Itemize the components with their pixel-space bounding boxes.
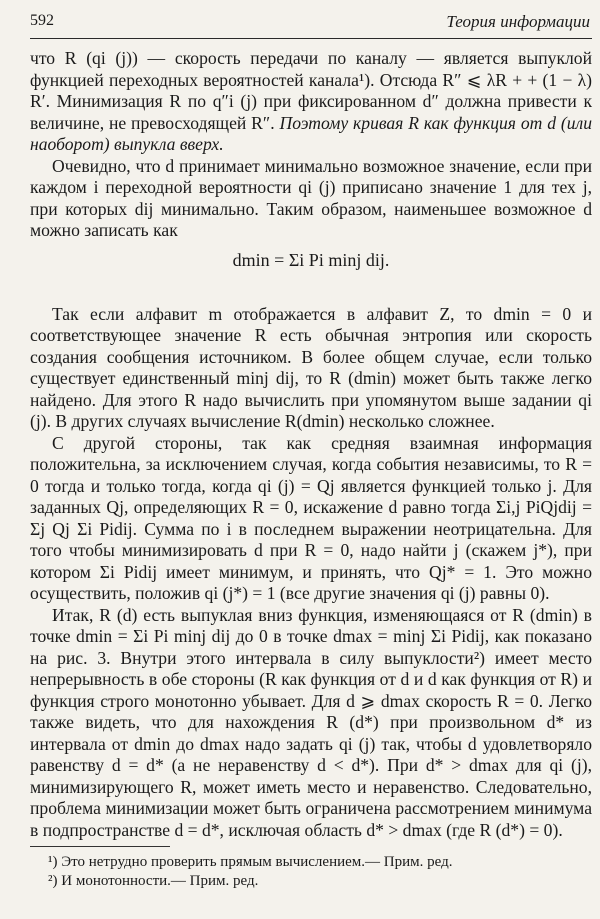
footnotes (30, 853, 592, 891)
paragraph-5: Итак, R (d) есть выпуклая вниз функция, изменяющаяся от R (dmin) в точке dmin = Σi Pi minj dij до 0 в точке dmax = minj Σi Pidij, как показано на рис. 3. Внутри этого интервала в силу выпуклости²) имеет место непрерывность в обе стороны (R как функция от d и d как функция от R) и функция строго монотонно убывает. Для d ⩾ dmax скорость R = 0. Легко также видеть, что для нахождения R (d*) при произвольном d* из интервала от dmin до dmax надо задать qi (j) так, чтобы d удовлетворяло равенству d = d* (а не неравенству d < d*). При d* > dmax для qi (j), минимизирующего R, может иметь место и неравенство. Следовательно, проблема минимизации может быть ограничена рассмотрением минимума в подпространстве d = d*, исключая область d* > dmax (где R (d*) = 0). (30, 604, 592, 840)
paragraph-2: Очевидно, что d принимает минимально возможное значение, если при каждом i переходной вероятности qi (j) приписано значение 1 для тех j, при которых dij минимально. Таким образом, наименьшее возможное d можно записать как (30, 155, 592, 240)
paragraph-1-text: что R (qi (j)) — скорость передачи по каналу — является выпуклой функцией переходных вероятностей канала¹). Отсюда R″ ⩽ λR + + (1 − λ) R′. Минимизация R по q″i (j) при фиксированном d″ должна привести к величине, не превосходящей R″. (30, 48, 592, 133)
page-body (30, 48, 592, 841)
header-rule (30, 38, 592, 39)
running-title: Теория информации (446, 12, 590, 31)
footnote-2: ²) И монотонности.— Прим. ред. (48, 873, 259, 889)
footnote-rule (30, 846, 170, 847)
footnote-1: ¹) Это нетрудно проверить прямым вычислением.— Прим. ред. (48, 854, 453, 870)
page-number: 592 (30, 12, 54, 29)
paragraph-1-italic: Поэтому кривая R как функция от d (или наоборот) выпукла вверх. (30, 112, 592, 154)
paragraph-3: Так если алфавит m отображается в алфавит Z, то dmin = 0 и соответствующее значение R есть обычная энтропия или скорость создания сообщения источником. В более общем случае, если только существует единственный minj dij, то R (dmin) может быть также легко найдено. Для этого R надо вычислить при упомянутом выше задании qi (j). В других случаях вычисление R(dmin) несколько сложнее. (30, 303, 592, 431)
paragraph-4: С другой стороны, так как средняя взаимная информация положительна, за исключением случая, когда события независимы, то R = 0 тогда и только тогда, когда qi (j) = Qj является функцией только j. Для заданных Qj, определяющих R = 0, искажение d равно тогда Σi,j PiQjdij = Σj Qj Σi Pidij. Сумма по i в последнем выражении неотрицательна. Для того чтобы минимизировать d при R = 0, надо найти j (скажем j*), при котором Σi Pidij имеет минимум, и принять, что Qj* = 1. Это можно осуществить, положив qi (j*) = 1 (все другие значения qi (j) равны 0). (30, 432, 592, 603)
paragraph-1 (30, 48, 592, 156)
formula-dmin: dmin = Σi Pi minj dij. (232, 249, 390, 270)
